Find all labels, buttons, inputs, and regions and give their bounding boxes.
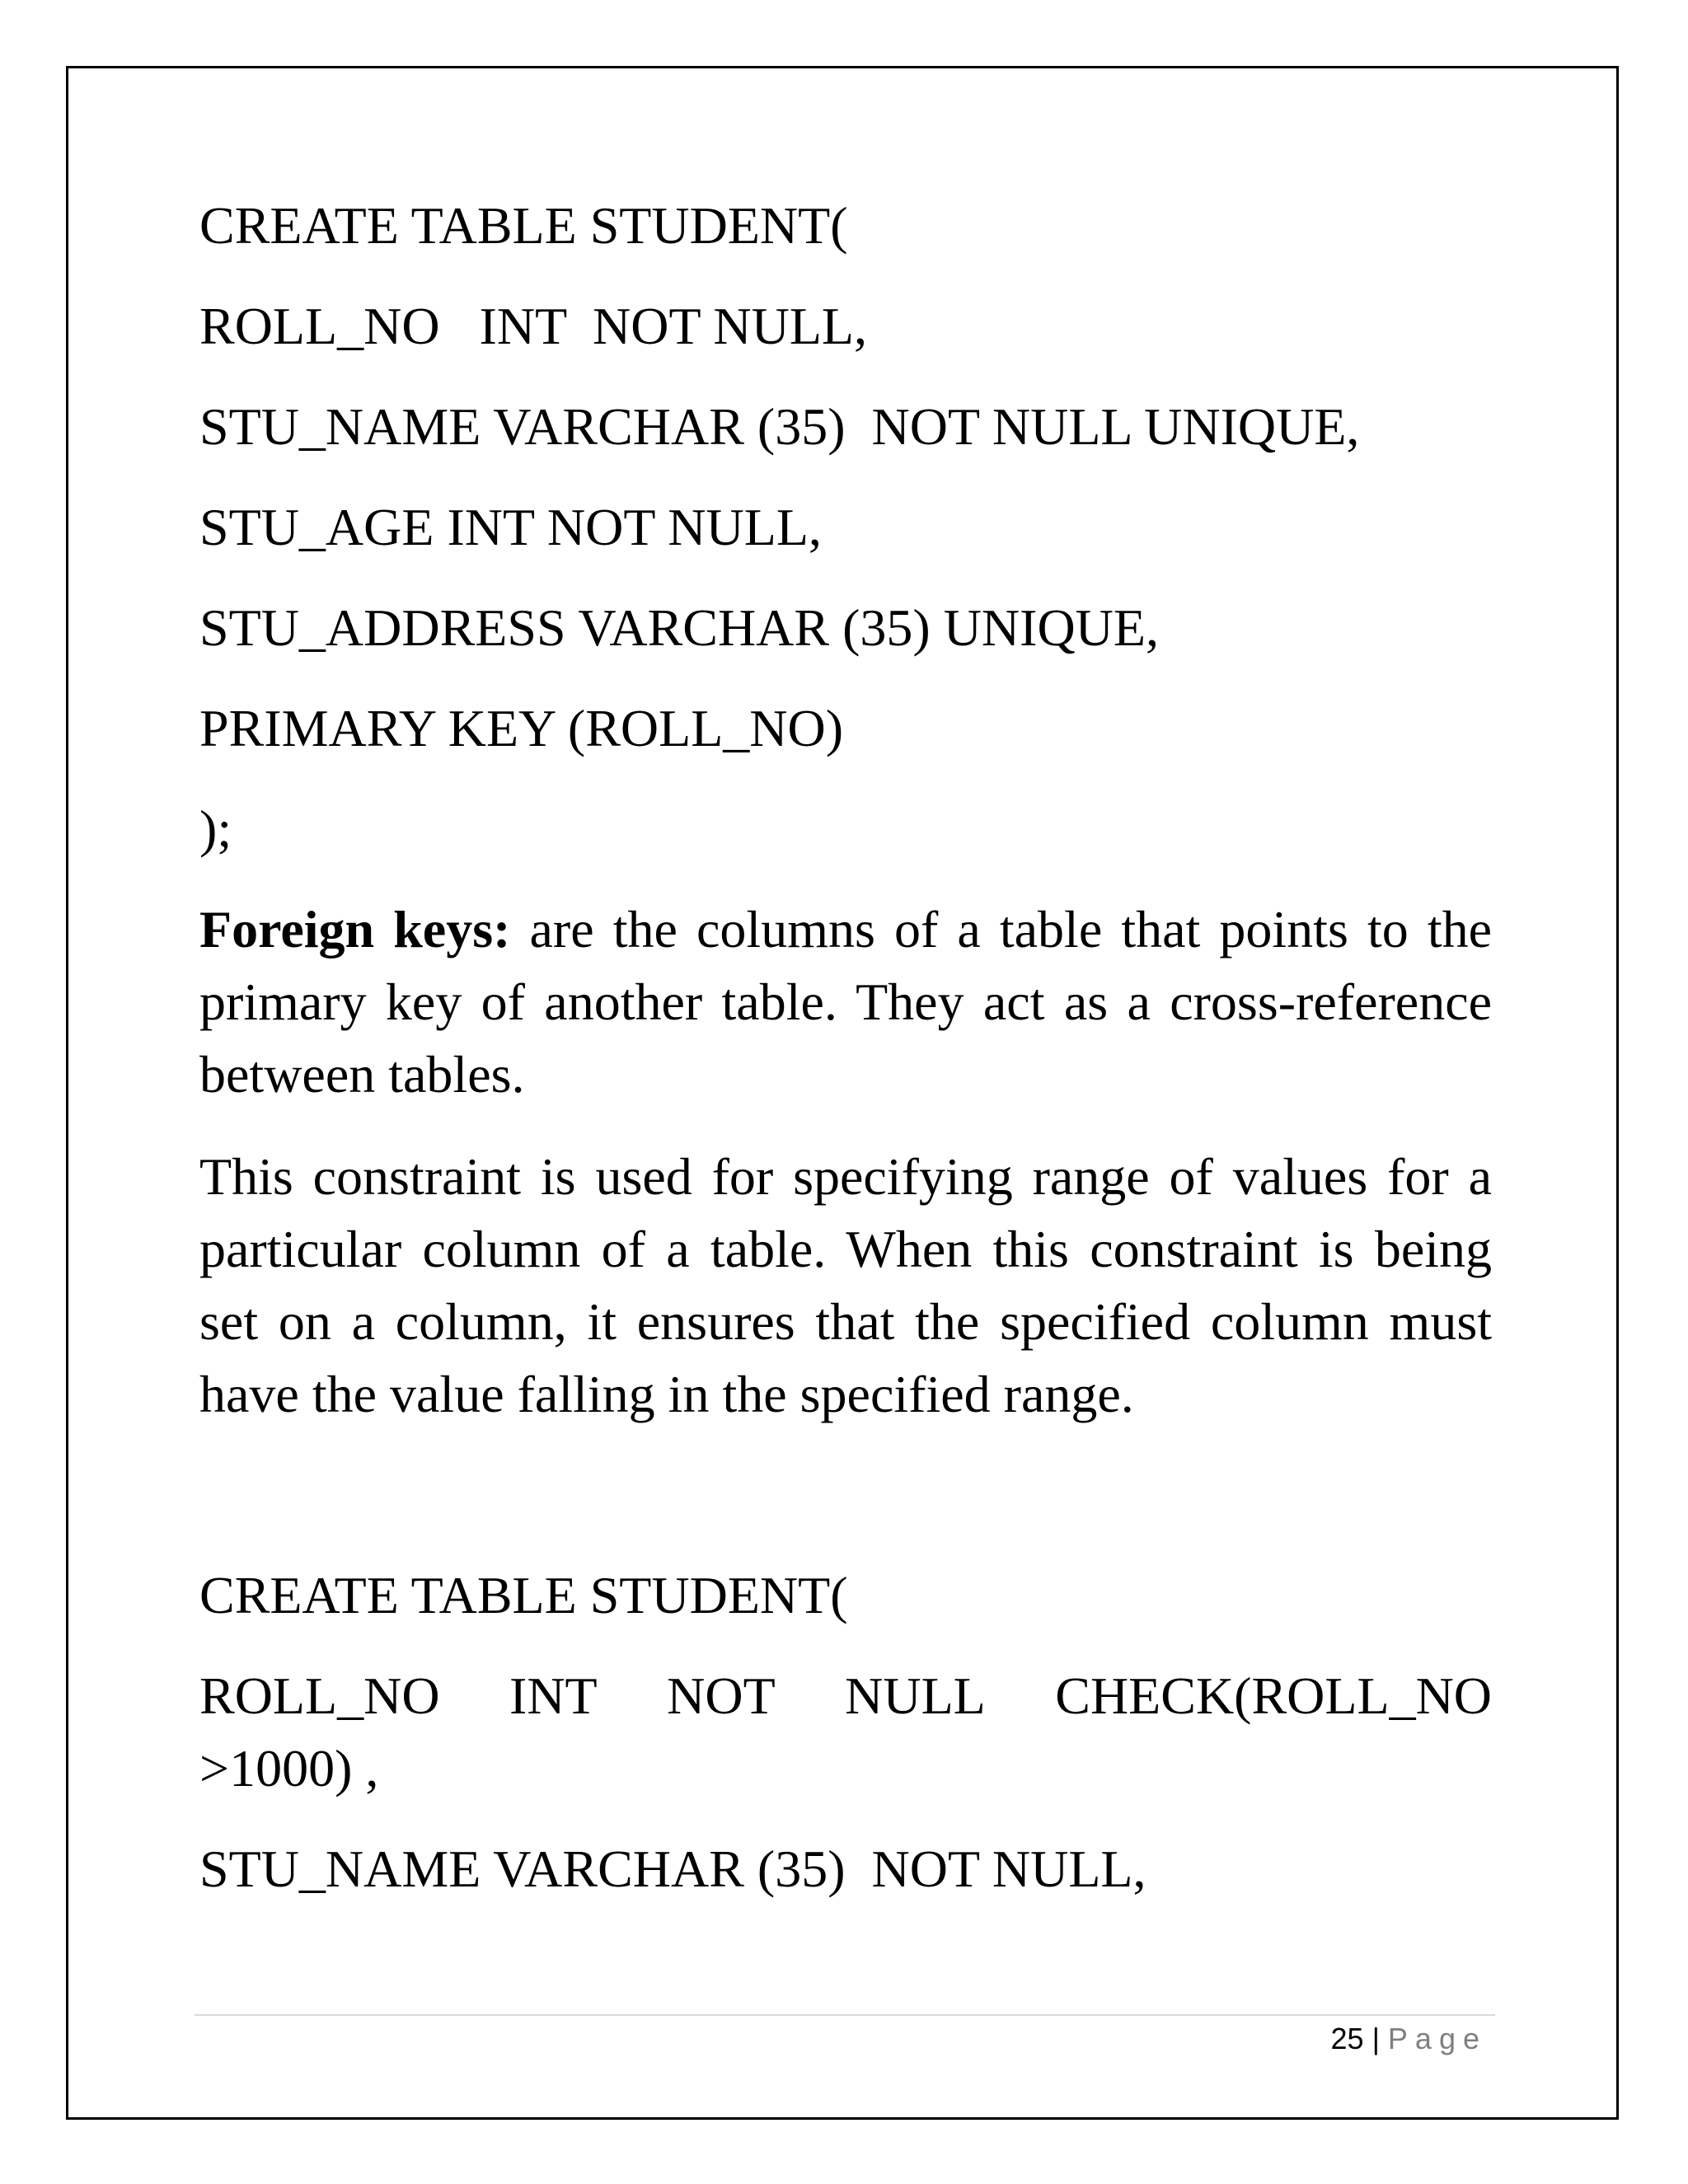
code-line: CREATE TABLE STUDENT( (199, 1566, 848, 1624)
check-constraint-paragraph: This constraint is used for specifying range of values for a particular column of a table. When this constraint is being set on a column, it ensures that the specified column must have the value falling in the specified range. (199, 1147, 1492, 1423)
code-token: NULL (845, 1666, 986, 1725)
code-line: >1000) , (199, 1739, 379, 1797)
code-token: CHECK(ROLL_NO (1055, 1666, 1492, 1725)
code-line: ROLL_NO INT NOT NULL, (199, 297, 867, 355)
footer-rule (195, 2014, 1495, 2016)
foreign-keys-definition: are the columns of a table that points to the primary key of another table. They act as a cross-reference between tables. (199, 900, 1493, 1104)
code-line: STU_NAME VARCHAR (35) NOT NULL, (199, 1840, 1146, 1898)
code-line: CREATE TABLE STUDENT( (199, 196, 848, 255)
code-token: NOT (667, 1666, 776, 1725)
page-label: Page (1387, 2022, 1487, 2055)
code-line: STU_ADDRESS VARCHAR (35) UNIQUE, (199, 598, 1159, 657)
foreign-keys-paragraph (199, 893, 1492, 1111)
code-token: ROLL_NO (199, 1666, 440, 1725)
code-line: ); (199, 799, 232, 858)
code-line: STU_AGE INT NOT NULL, (199, 498, 822, 556)
page-footer (1331, 2016, 1487, 2062)
footer-separator: | (1363, 2022, 1388, 2055)
code-token: INT (509, 1666, 598, 1725)
code-line: PRIMARY KEY (ROLL_NO) (199, 699, 844, 757)
code-line-justified (199, 1660, 1492, 1732)
foreign-keys-term: Foreign keys: (199, 900, 511, 958)
code-line: STU_NAME VARCHAR (35) NOT NULL UNIQUE, (199, 397, 1360, 456)
page-number: 25 (1330, 2022, 1364, 2055)
